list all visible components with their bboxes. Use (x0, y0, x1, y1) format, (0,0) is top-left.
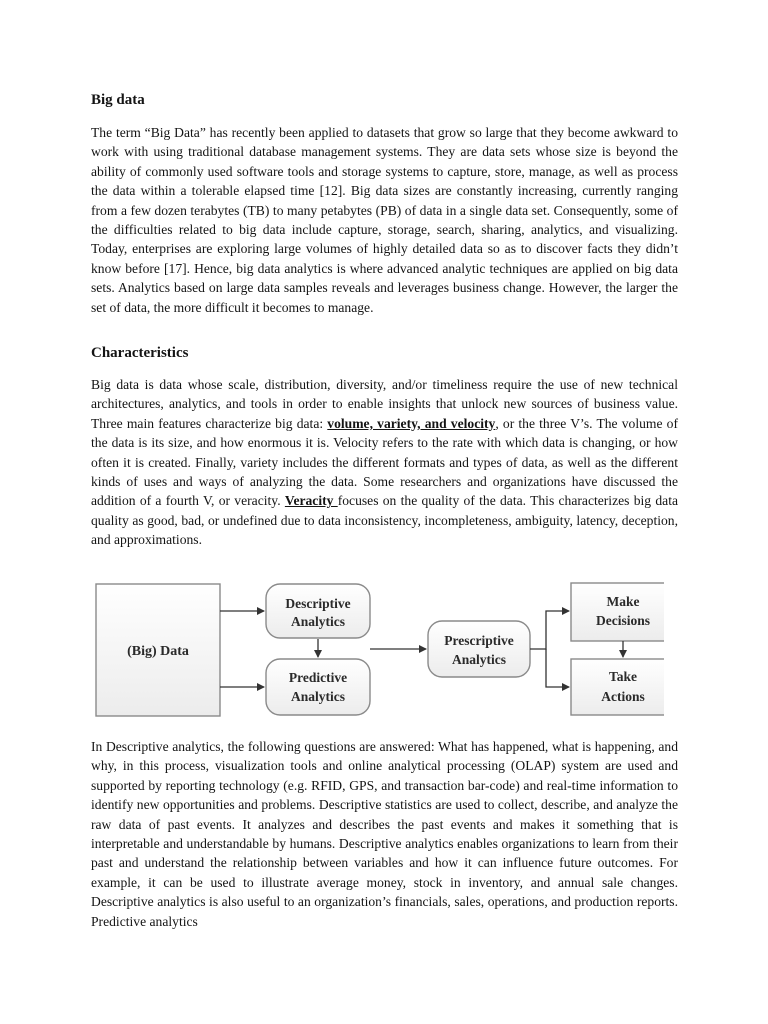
analytics-flow-diagram (94, 581, 664, 721)
arrow-to-make-decisions (530, 611, 569, 649)
predictive-analytics-box (266, 659, 370, 715)
take-label-2: Actions (601, 689, 645, 704)
descriptive-analytics-paragraph: In Descriptive analytics, the following questions are answered: What has happened, what is happening, and why, in this process, visualization tools and online analytical processing (OLAP) system are used and supported by reporting technology (e.g. RFID, GPS, and transaction bar-code) and real-time information to identify new opportunities and problems. Descriptive statistics are used to collect, describe, and analyze the raw data of past events. It analyzes and describes the past events and makes it something that is interpretable and understandable by humans. Descriptive analytics enables organizations to learn from their past and understand the relationship between variables and how it can influence future outcomes. For example, it can be used to illustrate average money, stock in inventory, and annual sale changes. Descriptive analytics is also useful to an organization’s financials, sales, operations, and production reports. Predictive analytics (91, 739, 678, 929)
take-label-1: Take (608, 669, 638, 684)
characteristics-text-2: , or the three V’s. The volume of the data is its size, and how enormous it is. Velocity refers to the rate with which data is changing, or how often it is created. Finally, variety includes the different formats and types of data, as well as the different kinds of uses and ways of analyzing the data. Some researchers and organizations have discussed the addition of a fourth V, or veracity. (91, 415, 678, 509)
descriptive-label-2: Analytics (291, 614, 345, 629)
predictive-label-2: Analytics (291, 689, 345, 704)
characteristics-paragraph (91, 375, 678, 550)
characteristics-text-3: focuses on the quality of the data. This characterizes big data quality as good, bad, or undefined due to data inconsistency, incompleteness, ambiguity, latency, deception, and approximations. (91, 493, 679, 548)
prescriptive-label-1: Prescriptive (444, 633, 514, 648)
prescriptive-label-2: Analytics (452, 652, 506, 667)
arrow-to-take-actions (546, 649, 569, 687)
make-label-2: Decisions (596, 613, 650, 628)
take-actions-box (571, 659, 664, 715)
characteristics-text-1: Big data is data whose scale, distribution, diversity, and/or timeliness require the use of new technical architectures, analytics, and tools in order to enable insights that unlock new sources of business value. Three main features characterize big data: (91, 377, 678, 431)
big-data-paragraph: The term “Big Data” has recently been applied to datasets that grow so large that they become awkward to work with using traditional database management systems. They are data sets whose size is beyond the ability of commonly used software tools and storage systems to capture, store, manage, as well as process the data within a tolerable elapsed time [12]. Big data sizes are constantly increasing, currently ranging from a few dozen terabytes (TB) to many petabytes (PB) of data in a single data set. Consequently, some of the difficulties related to big data include capture, storage, search, sharing, analytics, and visualizing. Today, enterprises are exploring large volumes of highly detailed data so as to discover facts they didn’t know before [17]. Hence, big data analytics is where advanced analytic techniques are applied on big data sets. Analytics based on large data samples reveals and leverages business change. However, the larger the set of data, the more difficult it becomes to manage. (91, 125, 678, 315)
section-heading-characteristics: Characteristics (91, 345, 189, 361)
big-data-label: (Big) Data (127, 644, 189, 659)
make-label-1: Make (606, 594, 640, 609)
prescriptive-analytics-box (428, 621, 530, 677)
predictive-label-1: Predictive (288, 670, 348, 685)
descriptive-analytics-box (266, 584, 370, 638)
veracity-emphasis: Veracity (284, 493, 338, 509)
descriptive-label-1: Descriptive (285, 596, 351, 611)
make-decisions-box (571, 583, 664, 641)
section-heading-big-data: Big data (91, 92, 145, 108)
three-vs-emphasis: volume, variety, and velocity (327, 415, 496, 431)
